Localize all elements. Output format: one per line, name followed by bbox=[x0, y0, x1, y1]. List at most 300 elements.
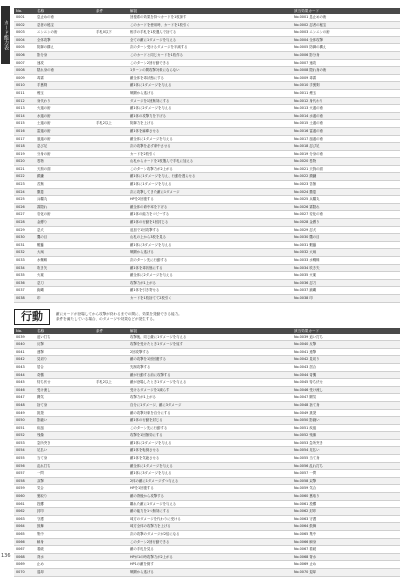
cell-condition bbox=[94, 432, 128, 440]
cell-name: 看破 bbox=[35, 546, 94, 554]
cell-description: 防御力を上げる bbox=[128, 120, 292, 128]
cell-description: 全ての敵に1ダメージを与える bbox=[128, 36, 292, 44]
cell-name: 鷹の目 bbox=[35, 234, 94, 242]
cell-description: 敵1体の行動を1回封じる bbox=[128, 219, 292, 227]
table-row bbox=[14, 531, 400, 539]
cell-description: このカードと同じカードを1枚作る bbox=[128, 51, 292, 59]
cell-condition bbox=[94, 455, 128, 463]
cell-condition bbox=[94, 531, 128, 539]
cell-no: 0064 bbox=[14, 523, 35, 531]
table-row bbox=[14, 74, 400, 82]
cell-description: 攻撃力が1上がる bbox=[128, 394, 292, 402]
cell-card: No.0003 ニンニンの術 bbox=[292, 29, 400, 37]
cell-no: 0060 bbox=[14, 493, 35, 501]
cell-card: No.0053 急所突き bbox=[292, 439, 400, 447]
cell-name: 撒菱 bbox=[35, 188, 94, 196]
cell-card: No.0052 残像 bbox=[292, 432, 400, 440]
cell-name: 隠れ身の術 bbox=[35, 67, 94, 75]
cell-condition bbox=[94, 158, 128, 166]
cell-no: 0010 bbox=[14, 82, 35, 90]
cell-description: 敵1体に2ダメージを与える bbox=[128, 105, 292, 113]
cell-name: 天狗の面 bbox=[35, 165, 94, 173]
table-body-top bbox=[14, 14, 400, 302]
cell-card: No.0046 受け流し bbox=[292, 386, 400, 394]
cell-name: 退却 bbox=[35, 568, 94, 576]
cell-description: このターン攻撃力が2上がる bbox=[128, 165, 292, 173]
cell-no: 0029 bbox=[14, 226, 35, 234]
table-row bbox=[14, 470, 400, 478]
page-number: 136 bbox=[1, 553, 11, 559]
table-row bbox=[14, 150, 400, 158]
table-row bbox=[14, 272, 400, 280]
cell-card: No.0054 足払い bbox=[292, 447, 400, 455]
cell-no: 0070 bbox=[14, 568, 35, 576]
table-row bbox=[14, 477, 400, 485]
cell-card: No.0065 集中 bbox=[292, 531, 400, 539]
cell-name: 双撃 bbox=[35, 477, 94, 485]
cell-no: 0004 bbox=[14, 36, 35, 44]
cell-name: 分身の術 bbox=[35, 150, 94, 158]
cell-description: 敵1体を毒状態にする bbox=[128, 264, 292, 272]
cell-description: 次のターン先に行動する bbox=[128, 257, 292, 265]
cell-name: 鉤縄 bbox=[35, 287, 94, 295]
cell-description: 敵全体を毒状態にする bbox=[128, 74, 292, 82]
col-header-description: 解説 bbox=[128, 328, 292, 334]
cell-name: 蝦蟇 bbox=[35, 241, 94, 249]
cell-name: 金縛り bbox=[35, 219, 94, 227]
cell-name: 追い打ち bbox=[35, 334, 94, 341]
table-row bbox=[14, 120, 400, 128]
cell-description: 敵1体に3ダメージを与える bbox=[128, 241, 292, 249]
col-header-condition: 条件 bbox=[94, 328, 128, 334]
cell-no: 0067 bbox=[14, 546, 35, 554]
cell-condition bbox=[94, 417, 128, 425]
cell-card: No.0062 封印 bbox=[292, 508, 400, 516]
cell-card: No.0004 全体攻撃 bbox=[292, 36, 400, 44]
cell-card: No.0064 鼓舞 bbox=[292, 523, 400, 531]
cell-no: 0030 bbox=[14, 234, 35, 242]
cell-description: 敵が登場したとき1ダメージを与える bbox=[128, 379, 292, 387]
table-row bbox=[14, 294, 400, 302]
table-row bbox=[14, 264, 400, 272]
table-row bbox=[14, 401, 400, 409]
cell-no: 0048 bbox=[14, 401, 35, 409]
cell-card: No.0045 待ち伏せ bbox=[292, 379, 400, 387]
table-row bbox=[14, 29, 400, 37]
cell-name: 疾風 bbox=[35, 424, 94, 432]
cell-description: 攻撃後、同じ敵に1ダメージを与える bbox=[128, 334, 292, 341]
cell-condition bbox=[94, 203, 128, 211]
cell-no: 0042 bbox=[14, 356, 35, 364]
cell-card: No.0037 鉤縄 bbox=[292, 287, 400, 295]
col-header-no: No. bbox=[14, 328, 35, 334]
cell-name: 反撃 bbox=[35, 341, 94, 349]
cell-condition bbox=[94, 371, 128, 379]
cell-card: No.0049 挑発 bbox=[292, 409, 400, 417]
cell-condition bbox=[94, 82, 128, 90]
cell-description: 敵の能力を1つ無効にする bbox=[128, 508, 292, 516]
cell-card: No.0007 速攻 bbox=[292, 59, 400, 67]
cell-description: 山札の上から3枚を見る bbox=[128, 234, 292, 242]
side-index bbox=[0, 0, 12, 565]
cell-card: No.0002 忍者の秘宝 bbox=[292, 21, 400, 29]
section-header bbox=[14, 309, 396, 325]
cell-no: 0059 bbox=[14, 485, 35, 493]
cell-card: No.0047 闘気 bbox=[292, 394, 400, 402]
cell-card: No.0039 追い打ち bbox=[292, 334, 400, 341]
cell-condition bbox=[94, 127, 128, 135]
table-row bbox=[14, 493, 400, 501]
cell-card: No.0069 止め bbox=[292, 561, 400, 569]
cell-name: 印 bbox=[35, 294, 94, 302]
cell-description: このカードを使用時、カードを1枚引く bbox=[128, 21, 292, 29]
cell-condition bbox=[94, 470, 128, 478]
cell-no: 0061 bbox=[14, 500, 35, 508]
cell-no: 0018 bbox=[14, 143, 35, 151]
cell-condition: 手札0以下 bbox=[94, 29, 128, 37]
cell-card: No.0067 看破 bbox=[292, 546, 400, 554]
cell-description: 敵全体の命中率を下げる bbox=[128, 203, 292, 211]
table-row bbox=[14, 143, 400, 151]
cell-no: 0025 bbox=[14, 196, 35, 204]
cell-condition: 手札2以上 bbox=[94, 120, 128, 128]
cell-condition bbox=[94, 294, 128, 302]
cell-description: 次に攻撃してきた敵に1ダメージ bbox=[128, 188, 292, 196]
cell-name: 鎖鎌 bbox=[35, 173, 94, 181]
cell-description: 敵全体に2ダメージを与える bbox=[128, 272, 292, 280]
cell-description: 敵が行動する前に攻撃する bbox=[128, 371, 292, 379]
cell-name: 残像 bbox=[35, 432, 94, 440]
cell-card: No.0056 乱れ打ち bbox=[292, 462, 400, 470]
cell-name: 忍者の秘宝 bbox=[35, 21, 94, 29]
cell-card: No.0048 捨て身 bbox=[292, 401, 400, 409]
cell-condition bbox=[94, 234, 128, 242]
cell-condition bbox=[94, 241, 128, 249]
cell-condition bbox=[94, 485, 128, 493]
table-row bbox=[14, 394, 400, 402]
cell-no: 0023 bbox=[14, 181, 35, 189]
cell-card: No.0033 水蜘蛛 bbox=[292, 257, 400, 265]
cell-name: 捨て身 bbox=[35, 401, 94, 409]
cell-name: 奇襲 bbox=[35, 371, 94, 379]
cell-description: 追加で1回攻撃する bbox=[128, 226, 292, 234]
cell-condition: 手札2以上 bbox=[94, 379, 128, 387]
cell-no: 0022 bbox=[14, 173, 35, 181]
cell-name: 土遁の術 bbox=[35, 120, 94, 128]
cell-no: 0027 bbox=[14, 211, 35, 219]
cell-no: 0052 bbox=[14, 432, 35, 440]
cell-card: No.0042 見切り bbox=[292, 356, 400, 364]
table-row bbox=[14, 356, 400, 364]
cell-name: 闘気 bbox=[35, 394, 94, 402]
side-tab-label: カード能力表 bbox=[1, 6, 10, 64]
cell-no: 0007 bbox=[14, 59, 35, 67]
cell-description: 相手の手札を1枚選んで捨てる bbox=[128, 29, 292, 37]
cell-name: 火薬 bbox=[35, 272, 94, 280]
table-row bbox=[14, 105, 400, 113]
table-row bbox=[14, 500, 400, 508]
cell-card: No.0025 兵糧丸 bbox=[292, 196, 400, 204]
cell-description: 敵1体に3ダメージを与える bbox=[128, 470, 292, 478]
cell-condition bbox=[94, 264, 128, 272]
cell-name: 毒霧 bbox=[35, 74, 94, 82]
cell-condition bbox=[94, 143, 128, 151]
cell-name: ニンニンの術 bbox=[35, 29, 94, 37]
cell-no: 0008 bbox=[14, 67, 35, 75]
cell-no: 0049 bbox=[14, 409, 35, 417]
cell-description: HP1の敵を倒す bbox=[128, 561, 292, 569]
cell-no: 0013 bbox=[14, 105, 35, 113]
cell-name: 集中 bbox=[35, 531, 94, 539]
cell-name: 水遁の術 bbox=[35, 112, 94, 120]
col-header-condition: 条件 bbox=[94, 8, 128, 14]
cell-description: 受けるダメージを1減らす bbox=[128, 386, 292, 394]
cell-no: 0053 bbox=[14, 439, 35, 447]
cell-condition bbox=[94, 67, 128, 75]
cell-no: 0068 bbox=[14, 553, 35, 561]
table-row bbox=[14, 67, 400, 75]
cell-condition bbox=[94, 568, 128, 576]
table-row bbox=[14, 188, 400, 196]
table-row bbox=[14, 568, 400, 576]
cell-description: 離れた敵に1ダメージを与える bbox=[128, 500, 292, 508]
cell-no: 0039 bbox=[14, 334, 35, 341]
cell-condition bbox=[94, 334, 128, 341]
cell-no: 0005 bbox=[14, 44, 35, 52]
cell-name: 防御の構え bbox=[35, 44, 94, 52]
cell-description: 攻撃力が1上がる bbox=[128, 279, 292, 287]
cell-no: 0021 bbox=[14, 165, 35, 173]
cell-name: 兵糧丸 bbox=[35, 196, 94, 204]
cell-description: 戦闘から逃げる bbox=[128, 249, 292, 257]
cell-description: 味方全体の攻撃力を上げる bbox=[128, 523, 292, 531]
cell-no: 0050 bbox=[14, 417, 35, 425]
cell-card: No.0012 身代わり bbox=[292, 97, 400, 105]
cell-card: No.0041 連撃 bbox=[292, 348, 400, 356]
cell-name: 忍刀 bbox=[35, 279, 94, 287]
cell-condition bbox=[94, 165, 128, 173]
cell-no: 0065 bbox=[14, 531, 35, 539]
cell-no: 0034 bbox=[14, 264, 35, 272]
cell-condition bbox=[94, 439, 128, 447]
cell-card: No.0023 苦無 bbox=[292, 181, 400, 189]
cell-no: 0063 bbox=[14, 515, 35, 523]
cell-description: 敵1体に1ダメージを与える bbox=[128, 181, 292, 189]
cell-name: 吹き矢 bbox=[35, 264, 94, 272]
cell-card: No.0005 防御の構え bbox=[292, 44, 400, 52]
cell-condition bbox=[94, 272, 128, 280]
cell-condition bbox=[94, 97, 128, 105]
table-row bbox=[14, 546, 400, 554]
cell-no: 0057 bbox=[14, 470, 35, 478]
cell-condition bbox=[94, 553, 128, 561]
cell-description: このターン先に行動する bbox=[128, 424, 292, 432]
cell-condition bbox=[94, 447, 128, 455]
table-row bbox=[14, 127, 400, 135]
table-row bbox=[14, 97, 400, 105]
cell-condition bbox=[94, 341, 128, 349]
section-title: 行動 bbox=[14, 309, 50, 325]
table-row bbox=[14, 341, 400, 349]
cell-card: No.0060 裏取り bbox=[292, 493, 400, 501]
table-row bbox=[14, 158, 400, 166]
cell-card: No.0017 風遁の術 bbox=[292, 135, 400, 143]
table-row bbox=[14, 386, 400, 394]
cell-no: 0002 bbox=[14, 21, 35, 29]
cell-condition bbox=[94, 21, 128, 29]
col-header-name: 名称 bbox=[35, 8, 94, 14]
cell-condition bbox=[94, 59, 128, 67]
cell-name: 止め bbox=[35, 561, 94, 569]
table-row bbox=[14, 44, 400, 52]
cell-card: No.0015 土遁の術 bbox=[292, 120, 400, 128]
table-row bbox=[14, 21, 400, 29]
cell-condition bbox=[94, 394, 128, 402]
cell-condition bbox=[94, 363, 128, 371]
cell-description: 山札からカードを1枚選んで手札に加える bbox=[128, 158, 292, 166]
table-row bbox=[14, 432, 400, 440]
ability-table-top bbox=[14, 8, 400, 303]
cell-card: No.0016 雷遁の術 bbox=[292, 127, 400, 135]
table-row bbox=[14, 523, 400, 531]
cell-description: 敵の攻撃対象を自分にする bbox=[128, 409, 292, 417]
table-row bbox=[14, 455, 400, 463]
cell-no: 0062 bbox=[14, 508, 35, 516]
cell-card: No.0009 毒霧 bbox=[292, 74, 400, 82]
section-note-line-2: 条件を満たしている場合、のダメージや効果などが発生する。 bbox=[56, 316, 157, 321]
cell-card: No.0038 印 bbox=[292, 294, 400, 302]
cell-name: 霧隠れ bbox=[35, 203, 94, 211]
table-row bbox=[14, 257, 400, 265]
cell-name: 背水 bbox=[35, 553, 94, 561]
cell-condition bbox=[94, 409, 128, 417]
cell-condition bbox=[94, 287, 128, 295]
cell-name: 巻物 bbox=[35, 158, 94, 166]
col-header-card: 該当効果カード bbox=[292, 328, 400, 334]
cell-description: HPを2回復する bbox=[128, 196, 292, 204]
section-note bbox=[56, 312, 182, 322]
cell-condition bbox=[94, 500, 128, 508]
table-row bbox=[14, 371, 400, 379]
table-row bbox=[14, 82, 400, 90]
table-row bbox=[14, 51, 400, 59]
cell-description: 敵1体の攻撃力を下げる bbox=[128, 112, 292, 120]
cell-no: 0026 bbox=[14, 203, 35, 211]
cell-card: No.0059 気合 bbox=[292, 485, 400, 493]
cell-description: 敵1体の能力をコピーする bbox=[128, 211, 292, 219]
table-row bbox=[14, 447, 400, 455]
cell-no: 0054 bbox=[14, 447, 35, 455]
cell-description: 敵1体を引き寄せる bbox=[128, 287, 292, 295]
cell-no: 0024 bbox=[14, 188, 35, 196]
cell-card: No.0019 分身の術 bbox=[292, 150, 400, 158]
cell-description: このターン2回行動できる bbox=[128, 538, 292, 546]
cell-name: 見切り bbox=[35, 356, 94, 364]
table-row bbox=[14, 59, 400, 67]
cell-condition bbox=[94, 74, 128, 82]
cell-description: 回復系の効果を持つカードを1枚探す bbox=[128, 14, 292, 21]
cell-name: 風遁の術 bbox=[35, 135, 94, 143]
cell-name: 大凧 bbox=[35, 249, 94, 257]
cell-name: 急所突き bbox=[35, 439, 94, 447]
cell-name: 鼓舞 bbox=[35, 523, 94, 531]
cell-condition bbox=[94, 105, 128, 113]
table-row bbox=[14, 424, 400, 432]
cell-description: 敵の背後から攻撃する bbox=[128, 493, 292, 501]
cell-no: 0066 bbox=[14, 538, 35, 546]
cell-description: 敵1体に2ダメージを与える bbox=[128, 439, 292, 447]
cell-condition bbox=[94, 508, 128, 516]
col-header-no: No. bbox=[14, 8, 35, 14]
cell-description: 味方のダメージを代わりに受ける bbox=[128, 515, 292, 523]
cell-description: 敵1体に1ダメージを与える bbox=[128, 82, 292, 90]
cell-no: 0020 bbox=[14, 158, 35, 166]
table-row bbox=[14, 249, 400, 257]
table-row bbox=[14, 485, 400, 493]
table-row bbox=[14, 538, 400, 546]
cell-card: No.0043 居合 bbox=[292, 363, 400, 371]
cell-condition bbox=[94, 462, 128, 470]
cell-description: 敵1体を気絶させる bbox=[128, 455, 292, 463]
table-row bbox=[14, 112, 400, 120]
cell-condition bbox=[94, 546, 128, 554]
cell-no: 0006 bbox=[14, 51, 35, 59]
cell-name: 投擲 bbox=[35, 500, 94, 508]
table-row bbox=[14, 417, 400, 425]
cell-description: 敵1体を転倒させる bbox=[128, 447, 292, 455]
cell-no: 0043 bbox=[14, 363, 35, 371]
cell-no: 0031 bbox=[14, 241, 35, 249]
cell-condition bbox=[94, 538, 128, 546]
cell-description: カードを2枚引く bbox=[128, 150, 292, 158]
table-row bbox=[14, 14, 400, 21]
cell-description: 敵の手札を見る bbox=[128, 546, 292, 554]
cell-condition bbox=[94, 219, 128, 227]
cell-no: 0035 bbox=[14, 272, 35, 280]
table-row bbox=[14, 287, 400, 295]
cell-name: 待ち伏せ bbox=[35, 379, 94, 387]
cell-no: 0017 bbox=[14, 135, 35, 143]
table-body-bottom bbox=[14, 334, 400, 577]
cell-condition bbox=[94, 493, 128, 501]
table-row bbox=[14, 241, 400, 249]
cell-no: 0056 bbox=[14, 462, 35, 470]
cell-no: 0036 bbox=[14, 279, 35, 287]
cell-card: No.0022 鎖鎌 bbox=[292, 173, 400, 181]
cell-condition bbox=[94, 401, 128, 409]
cell-card: No.0044 奇襲 bbox=[292, 371, 400, 379]
cell-condition bbox=[94, 14, 128, 21]
cell-no: 0040 bbox=[14, 341, 35, 349]
cell-no: 0009 bbox=[14, 74, 35, 82]
cell-card: No.0014 水遁の術 bbox=[292, 112, 400, 120]
cell-name: 乱れ打ち bbox=[35, 462, 94, 470]
cell-name: 封印 bbox=[35, 508, 94, 516]
table-row bbox=[14, 211, 400, 219]
cell-description: 攻撃を1回無効にする bbox=[128, 432, 292, 440]
cell-condition bbox=[94, 135, 128, 143]
cell-name: 水蜘蛛 bbox=[35, 257, 94, 265]
cell-condition bbox=[94, 112, 128, 120]
cell-card: No.0027 変化の術 bbox=[292, 211, 400, 219]
cell-description: 敵1体を麻痺させる bbox=[128, 127, 292, 135]
ability-table-bottom bbox=[14, 328, 400, 577]
cell-no: 0051 bbox=[14, 424, 35, 432]
table-row bbox=[14, 515, 400, 523]
cell-no: 0058 bbox=[14, 477, 35, 485]
cell-card: No.0068 背水 bbox=[292, 553, 400, 561]
cell-no: 0038 bbox=[14, 294, 35, 302]
